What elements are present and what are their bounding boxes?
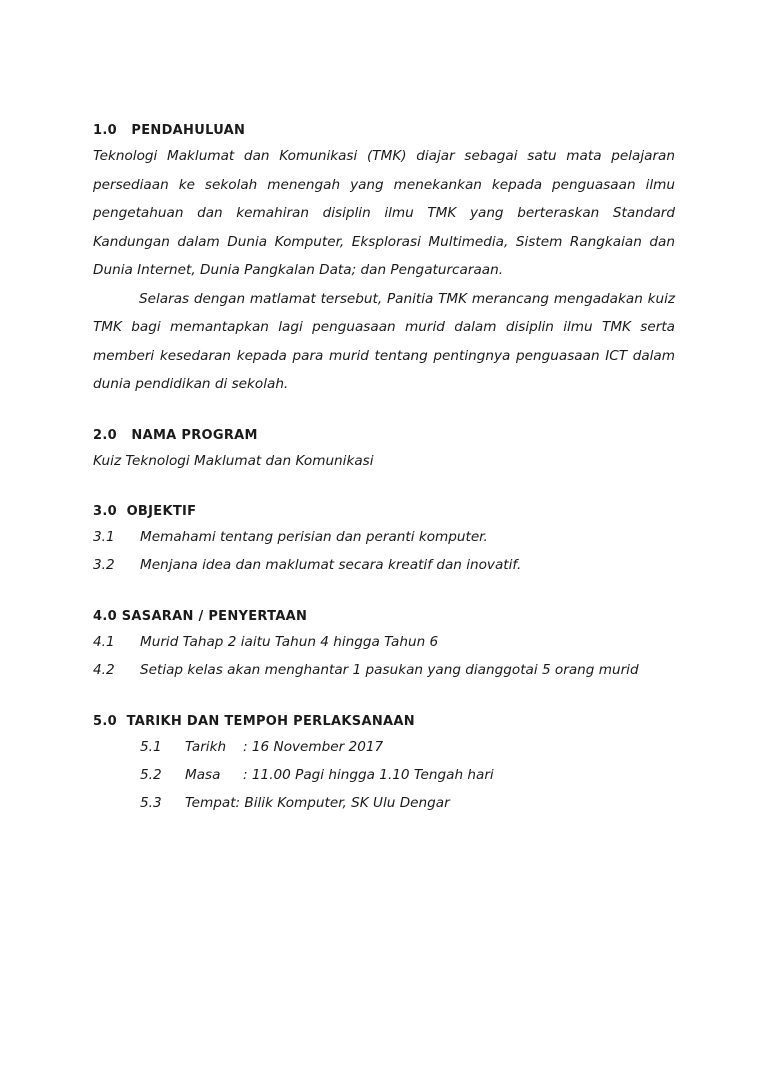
aim-paragraph: Selaras dengan matlamat tersebut, Panitia TMK merancang mengadakan kuiz TMK bagi memantapkan lagi penguasaan murid dalam disiplin ilmu TMK serta memberi kesedaran kepada para murid tentang pentingnya penguasaan ICT dalam dunia pendidikan di sekolah.	[93, 290, 675, 392]
item-number: 4.2	[93, 662, 115, 678]
item-label: Masa	[185, 766, 221, 783]
item-value: : 16 November 2017	[243, 738, 384, 755]
list-item	[93, 761, 675, 789]
section-heading-pendahuluan: 1.0 PENDAHULUAN	[93, 123, 246, 138]
item-label: Tarikh	[185, 738, 227, 755]
list-item	[93, 628, 675, 657]
list-item	[93, 523, 675, 552]
item-number: 5.3	[140, 794, 162, 811]
section-heading-sasaran: 4.0 SASARAN / PENYERTAAN	[93, 608, 308, 624]
item-text: Menjana idea dan maklumat secara kreatif dan inovatif.	[140, 557, 522, 573]
list-item	[93, 789, 675, 817]
item-text: Tempat: Bilik Komputer, SK Ulu Dengar	[185, 794, 450, 811]
section-heading-objektif: 3.0 OBJEKTIF	[93, 503, 197, 519]
item-text: Setiap kelas akan menghantar 1 pasukan yang dianggotai 5 orang murid	[140, 662, 639, 678]
document-page	[93, 120, 675, 817]
item-number: 4.1	[93, 633, 115, 650]
item-number: 5.1	[140, 738, 162, 755]
item-number: 3.1	[93, 528, 115, 545]
list-item	[93, 733, 675, 761]
item-text: Murid Tahap 2 iaitu Tahun 4 hingga Tahun 6	[140, 633, 439, 650]
section-heading-tarikh: 5.0 TARIKH DAN TEMPOH PERLAKSANAAN	[93, 713, 415, 729]
item-number: 5.2	[140, 766, 162, 783]
item-value: : 11.00 Pagi hingga 1.10 Tengah hari	[243, 766, 494, 783]
item-text: Memahami tentang perisian dan peranti komputer.	[140, 528, 488, 545]
program-name: Kuiz Teknologi Maklumat dan Komunikasi	[93, 452, 374, 469]
list-item	[93, 656, 675, 685]
list-item	[93, 551, 675, 580]
intro-paragraph: Teknologi Maklumat dan Komunikasi (TMK) diajar sebagai satu mata pelajaran persediaan ke sekolah menengah yang menekankan kepada penguasaan ilmu pengetahuan dan kemahiran disiplin ilmu TMK yang berteraskan Standard Kandungan dalam Dunia Komputer, Eksplorasi Multimedia, Sistem Rangkaian dan Dunia Internet, Dunia Pangkalan Data; dan Pengaturcaraan.	[93, 148, 675, 278]
section-heading-nama-program: 2.0 NAMA PROGRAM	[93, 427, 258, 443]
item-number: 3.2	[93, 557, 115, 573]
